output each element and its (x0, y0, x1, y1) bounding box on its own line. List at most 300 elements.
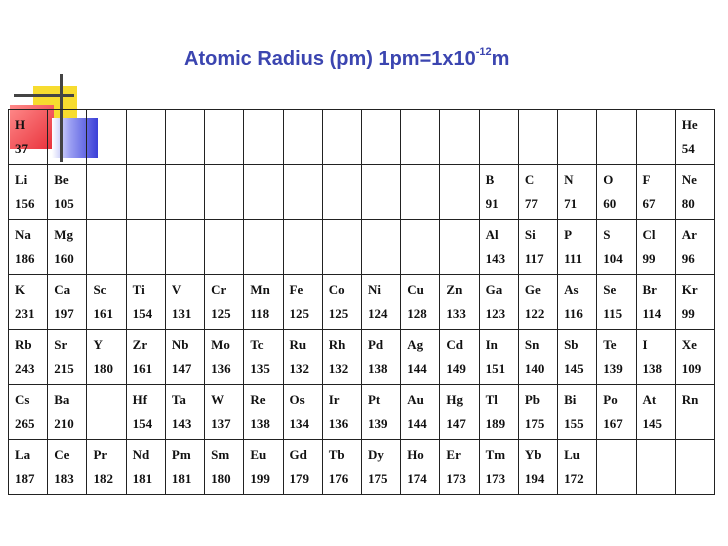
element-cell (558, 275, 597, 330)
element-cell (636, 385, 675, 440)
empty-cell (322, 110, 361, 165)
atomic-radius-value: 175 (367, 471, 388, 486)
element-symbol: O (603, 172, 614, 187)
atomic-radius-value: 167 (603, 416, 623, 431)
atomic-radius-value: 132 (328, 361, 349, 376)
atomic-radius-value: 125 (211, 306, 231, 321)
element-cell (440, 440, 479, 495)
element-symbol: Nd (132, 447, 150, 462)
empty-cell (87, 110, 126, 165)
atomic-radius-value: 144 (407, 416, 427, 431)
atomic-radius-value: 173 (485, 471, 506, 486)
table-row (9, 110, 715, 165)
empty-cell (87, 220, 126, 275)
empty-cell (401, 110, 440, 165)
element-symbol: Ho (407, 447, 424, 462)
element-symbol: Pt (367, 392, 381, 407)
element-symbol: Cs (15, 392, 30, 407)
element-symbol: Ti (132, 282, 145, 297)
element-cell (322, 330, 361, 385)
empty-cell (283, 165, 322, 220)
atomic-radius-value: 180 (93, 361, 113, 376)
empty-cell (636, 440, 675, 495)
element-cell (518, 440, 557, 495)
atomic-radius-value (682, 412, 714, 436)
atomic-radius-value: 109 (681, 361, 702, 376)
element-cell (518, 220, 557, 275)
element-symbol: Po (603, 392, 618, 407)
element-cell (9, 440, 48, 495)
element-symbol: Zr (132, 337, 148, 352)
element-cell (675, 275, 714, 330)
atomic-radius-value: 194 (524, 471, 545, 486)
atomic-radius-value: 99 (681, 306, 695, 321)
empty-cell (361, 165, 400, 220)
element-cell (126, 385, 165, 440)
element-cell (518, 165, 557, 220)
atomic-radius-value: 139 (603, 361, 623, 376)
element-cell (9, 110, 48, 165)
element-cell (558, 385, 597, 440)
element-symbol: Tm (485, 447, 506, 462)
element-symbol: Ge (524, 282, 541, 297)
element-symbol: La (15, 447, 31, 462)
element-symbol: Sc (93, 282, 107, 297)
atomic-radius-value: 181 (132, 471, 153, 486)
element-symbol: I (642, 337, 648, 352)
atomic-radius-value: 197 (54, 306, 74, 321)
element-symbol: C (524, 172, 535, 187)
atomic-radius-value: 243 (15, 361, 35, 376)
empty-cell (283, 110, 322, 165)
element-cell (361, 275, 400, 330)
empty-cell (244, 165, 283, 220)
empty-cell (165, 165, 204, 220)
element-symbol: Co (328, 282, 345, 297)
title-exponent: -12 (475, 46, 492, 58)
decor-horizontal-line (14, 94, 74, 97)
element-symbol: Pd (367, 337, 384, 352)
element-symbol: Ni (367, 282, 381, 297)
element-cell (9, 165, 48, 220)
element-cell (636, 220, 675, 275)
element-cell (126, 330, 165, 385)
element-cell (636, 165, 675, 220)
element-symbol: Tl (485, 392, 498, 407)
empty-cell (479, 110, 518, 165)
element-cell (401, 385, 440, 440)
element-symbol: S (603, 227, 611, 242)
atomic-radius-value: 99 (642, 251, 656, 266)
element-symbol: Y (93, 337, 103, 352)
element-symbol: Yb (524, 447, 542, 462)
element-cell (597, 275, 636, 330)
empty-cell (126, 110, 165, 165)
empty-cell (401, 165, 440, 220)
element-cell (636, 330, 675, 385)
element-symbol: Hg (446, 392, 464, 407)
element-symbol: Lu (564, 447, 580, 462)
element-symbol: F (642, 172, 651, 187)
element-cell (48, 220, 87, 275)
element-symbol: Mn (250, 282, 270, 297)
atomic-radius-value: 54 (681, 141, 695, 156)
empty-cell (675, 440, 714, 495)
element-symbol: Os (289, 392, 305, 407)
element-cell (48, 385, 87, 440)
element-symbol: Ca (54, 282, 71, 297)
element-cell (165, 330, 204, 385)
element-symbol: Hf (132, 392, 148, 407)
atomic-radius-value: 187 (15, 471, 35, 486)
atomic-radius-value: 125 (289, 306, 310, 321)
element-cell (479, 385, 518, 440)
element-cell (440, 275, 479, 330)
element-cell (9, 275, 48, 330)
element-symbol: Mg (54, 227, 73, 242)
element-symbol: Ir (328, 392, 340, 407)
element-symbol: He (681, 117, 698, 132)
atomic-radius-value: 149 (446, 361, 466, 376)
table-row (9, 385, 715, 440)
empty-cell (165, 110, 204, 165)
atomic-radius-value: 265 (15, 416, 35, 431)
element-symbol: Rb (15, 337, 32, 352)
element-symbol: Rh (328, 337, 346, 352)
element-cell (9, 220, 48, 275)
element-cell (597, 330, 636, 385)
empty-cell (518, 110, 557, 165)
atomic-radius-value: 144 (407, 361, 427, 376)
atomic-radius-value: 180 (211, 471, 231, 486)
empty-cell (283, 220, 322, 275)
atomic-radius-value: 181 (171, 471, 192, 486)
atomic-radius-value: 231 (15, 306, 35, 321)
element-cell (518, 330, 557, 385)
empty-cell (597, 110, 636, 165)
element-cell (479, 440, 518, 495)
element-symbol: Li (15, 172, 28, 187)
atomic-radius-value: 155 (564, 416, 584, 431)
element-cell (283, 330, 322, 385)
atomic-radius-value: 189 (485, 416, 506, 431)
atomic-radius-value: 96 (681, 251, 695, 266)
empty-cell (205, 220, 244, 275)
empty-cell (126, 165, 165, 220)
element-symbol: Sm (211, 447, 230, 462)
element-cell (597, 385, 636, 440)
element-cell (48, 330, 87, 385)
element-symbol: Sr (54, 337, 68, 352)
element-symbol: Tb (328, 447, 345, 462)
element-cell (205, 275, 244, 330)
atomic-radius-value: 124 (367, 306, 388, 321)
atomic-radius-value: 105 (54, 196, 74, 211)
element-cell (675, 110, 714, 165)
empty-cell (322, 165, 361, 220)
empty-cell (48, 110, 87, 165)
element-symbol: Sb (564, 337, 579, 352)
atomic-radius-value: 160 (54, 251, 74, 266)
atomic-radius-value: 117 (524, 251, 544, 266)
element-symbol: Fe (289, 282, 304, 297)
atomic-radius-value: 132 (289, 361, 310, 376)
atomic-radius-value: 175 (524, 416, 545, 431)
atomic-radius-value: 156 (15, 196, 35, 211)
atomic-radius-value: 111 (564, 251, 583, 266)
empty-cell (322, 220, 361, 275)
atomic-radius-value: 136 (328, 416, 349, 431)
element-cell (361, 330, 400, 385)
element-symbol: Pb (524, 392, 541, 407)
element-cell (675, 165, 714, 220)
element-cell (558, 440, 597, 495)
element-cell (479, 330, 518, 385)
element-cell (361, 440, 400, 495)
atomic-radius-value: 116 (564, 306, 583, 321)
atomic-radius-value: 104 (603, 251, 623, 266)
element-cell (558, 165, 597, 220)
empty-cell (361, 220, 400, 275)
atomic-radius-value: 154 (132, 416, 153, 431)
periodic-table (8, 109, 715, 495)
element-cell (9, 385, 48, 440)
element-symbol: At (642, 392, 657, 407)
element-symbol: Na (15, 227, 31, 242)
element-symbol: Ag (407, 337, 424, 352)
element-cell (205, 385, 244, 440)
atomic-radius-value: 128 (407, 306, 427, 321)
title-text: Atomic Radius (pm) 1pm=1x10 (184, 48, 476, 70)
empty-cell (126, 220, 165, 275)
element-cell (558, 330, 597, 385)
atomic-radius-value: 135 (250, 361, 270, 376)
element-symbol: Ar (681, 227, 697, 242)
element-cell (48, 275, 87, 330)
empty-cell (244, 220, 283, 275)
atomic-radius-value: 122 (524, 306, 545, 321)
element-cell (48, 440, 87, 495)
atomic-radius-value: 131 (171, 306, 192, 321)
empty-cell (440, 220, 479, 275)
atomic-radius-value: 71 (564, 196, 578, 211)
atomic-radius-value: 139 (367, 416, 388, 431)
atomic-radius-value: 140 (524, 361, 545, 376)
element-symbol: N (564, 172, 574, 187)
element-cell (126, 275, 165, 330)
element-symbol: Au (407, 392, 424, 407)
atomic-radius-value: 182 (93, 471, 113, 486)
element-symbol: Re (250, 392, 266, 407)
element-cell (87, 275, 126, 330)
empty-cell (636, 110, 675, 165)
element-cell (675, 385, 714, 440)
element-symbol: W (211, 392, 225, 407)
atomic-radius-value: 151 (485, 361, 506, 376)
element-cell (479, 275, 518, 330)
empty-cell (205, 165, 244, 220)
empty-cell (244, 110, 283, 165)
element-cell (675, 220, 714, 275)
element-symbol: Ne (681, 172, 697, 187)
element-cell (48, 165, 87, 220)
element-cell (87, 440, 126, 495)
element-symbol: Er (446, 447, 461, 462)
element-cell (205, 440, 244, 495)
element-symbol: In (485, 337, 498, 352)
atomic-radius-value: 67 (642, 196, 656, 211)
atomic-radius-value: 172 (564, 471, 584, 486)
atomic-radius-value: 133 (446, 306, 466, 321)
empty-cell (87, 165, 126, 220)
element-cell (518, 275, 557, 330)
element-symbol: Dy (367, 447, 384, 462)
element-cell (479, 165, 518, 220)
element-cell (518, 385, 557, 440)
element-symbol: Gd (289, 447, 307, 462)
empty-cell (165, 220, 204, 275)
element-symbol: Cu (407, 282, 424, 297)
element-symbol: Ta (171, 392, 186, 407)
atomic-radius-value: 145 (642, 416, 662, 431)
atomic-radius-value: 215 (54, 361, 74, 376)
table-row (9, 220, 715, 275)
atomic-radius-value: 174 (407, 471, 427, 486)
element-symbol: Al (485, 227, 499, 242)
element-symbol: P (564, 227, 573, 242)
atomic-radius-value: 134 (289, 416, 310, 431)
element-symbol: Eu (250, 447, 267, 462)
empty-cell (558, 110, 597, 165)
element-symbol: Bi (564, 392, 577, 407)
element-cell (322, 385, 361, 440)
atomic-radius-value: 154 (132, 306, 153, 321)
element-symbol: Cd (446, 337, 464, 352)
element-cell (126, 440, 165, 495)
element-cell (244, 440, 283, 495)
element-symbol: K (15, 282, 26, 297)
empty-cell (440, 165, 479, 220)
atomic-radius-value: 138 (250, 416, 270, 431)
element-cell (87, 330, 126, 385)
atomic-radius-value: 137 (211, 416, 231, 431)
element-cell (244, 275, 283, 330)
element-cell (283, 385, 322, 440)
atomic-radius-value: 199 (250, 471, 270, 486)
atomic-radius-value: 143 (485, 251, 506, 266)
page-title (184, 48, 509, 71)
element-cell (597, 165, 636, 220)
empty-cell (205, 110, 244, 165)
atomic-radius-value: 138 (367, 361, 388, 376)
atomic-radius-value: 186 (15, 251, 35, 266)
empty-cell (401, 220, 440, 275)
element-cell (9, 330, 48, 385)
atomic-radius-value: 161 (93, 306, 113, 321)
element-cell (244, 330, 283, 385)
element-symbol: Xe (681, 337, 697, 352)
element-cell (440, 385, 479, 440)
element-symbol: Se (603, 282, 617, 297)
element-symbol: As (564, 282, 579, 297)
element-symbol: Ba (54, 392, 70, 407)
table-row (9, 275, 715, 330)
empty-cell (361, 110, 400, 165)
element-symbol: Ga (485, 282, 503, 297)
element-symbol: Sn (524, 337, 540, 352)
element-symbol: Kr (681, 282, 698, 297)
element-cell (244, 385, 283, 440)
element-cell (479, 220, 518, 275)
element-symbol: B (485, 172, 495, 187)
empty-cell (440, 110, 479, 165)
atomic-radius-value: 118 (250, 306, 270, 321)
element-symbol: H (15, 117, 26, 132)
table-row (9, 330, 715, 385)
element-symbol: Si (524, 227, 536, 242)
element-cell (283, 275, 322, 330)
atomic-radius-value: 138 (642, 361, 662, 376)
element-cell (205, 330, 244, 385)
element-cell (440, 330, 479, 385)
element-symbol: Br (642, 282, 657, 297)
element-cell (558, 220, 597, 275)
element-cell (636, 275, 675, 330)
element-symbol: Zn (446, 282, 463, 297)
element-symbol: Cr (211, 282, 227, 297)
atomic-radius-value: 210 (54, 416, 74, 431)
atomic-radius-value: 161 (132, 361, 153, 376)
element-cell (165, 275, 204, 330)
atomic-radius-value: 114 (642, 306, 662, 321)
element-symbol: Cl (642, 227, 656, 242)
atomic-radius-value: 60 (603, 196, 617, 211)
atomic-radius-value: 183 (54, 471, 74, 486)
element-cell (401, 330, 440, 385)
element-cell (597, 220, 636, 275)
atomic-radius-value: 80 (681, 196, 695, 211)
element-symbol: Pr (93, 447, 108, 462)
atomic-radius-value: 143 (171, 416, 192, 431)
title-unit: m (491, 48, 510, 70)
element-cell (165, 440, 204, 495)
atomic-radius-value: 147 (446, 416, 466, 431)
atomic-radius-value: 125 (328, 306, 349, 321)
atomic-radius-value: 179 (289, 471, 310, 486)
atomic-radius-value: 77 (524, 196, 538, 211)
empty-cell (597, 440, 636, 495)
element-symbol: Mo (211, 337, 230, 352)
empty-cell (87, 385, 126, 440)
table-row (9, 165, 715, 220)
atomic-radius-value: 37 (15, 141, 28, 156)
element-symbol: Rn (681, 392, 699, 407)
table-row (9, 440, 715, 495)
element-cell (322, 440, 361, 495)
atomic-radius-value: 91 (485, 196, 499, 211)
atomic-radius-value: 173 (446, 471, 466, 486)
atomic-radius-value: 123 (485, 306, 506, 321)
element-cell (675, 330, 714, 385)
element-cell (322, 275, 361, 330)
element-cell (283, 440, 322, 495)
element-symbol: Nb (171, 337, 189, 352)
atomic-radius-value: 136 (211, 361, 231, 376)
element-symbol: Te (603, 337, 617, 352)
element-symbol: Be (54, 172, 69, 187)
element-cell (401, 440, 440, 495)
element-symbol: Tc (250, 337, 264, 352)
